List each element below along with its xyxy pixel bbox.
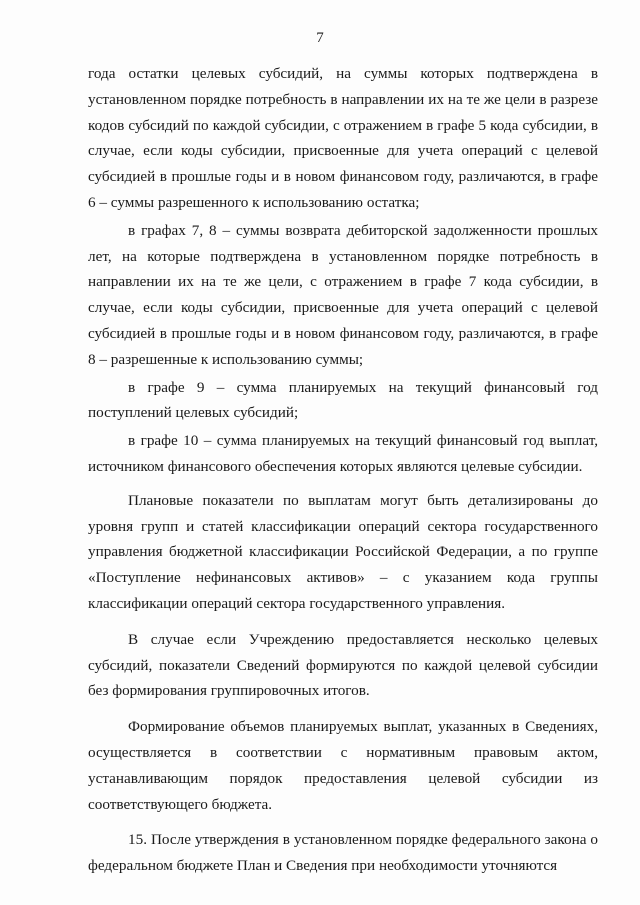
paragraph-remaining-subsidies: года остатки целевых субсидий, на суммы которых подтверждена в установленном порядке потребность в направлении их на те же цели в разрезе кодов субсидий по каждой субсидии, с отражением в графе 5 кода субсидии, в случае, если коды субсидии, присвоенные для учета операций с целевой субсидией в прошлые годы и в новом финансовом году, различаются, в графе 6 – суммы разрешенного к использованию остатка;	[88, 65, 598, 211]
page-number: 7	[316, 30, 324, 46]
paragraph-planned-indicators: Плановые показатели по выплатам могут быть детализированы до уровня групп и статей классификации операций сектора государственного управления бюджетной классификации Российской Федерации, а по группе «Поступление нефинансовых активов» – с указанием кода группы классификации операций сектора государственного управления.	[88, 491, 598, 612]
paragraph-planned-payments: Формирование объемов планируемых выплат, указанных в Сведениях, осуществляется в соответствии с нормативным правовым актом, устанавливающим порядок предоставления целевой субсидии из соответствующего бюджета.	[88, 718, 598, 813]
document-body	[88, 61, 598, 879]
paragraph-column-10: в графе 10 – сумма планируемых на текущий финансовый год выплат, источником финансового обеспечения которых являются целевые субсидии.	[88, 432, 598, 475]
paragraph-multiple-subsidies: В случае если Учреждению предоставляется несколько целевых субсидий, показатели Сведений формируются по каждой целевой субсидии без формирования группировочных итогов.	[88, 630, 598, 700]
paragraph-section-15: 15. После утверждения в установленном порядке федерального закона о федеральном бюджете План и Сведения при необходимости уточняются	[88, 831, 598, 875]
paragraph-columns-7-8: в графах 7, 8 – суммы возврата дебиторской задолженности прошлых лет, на которые подтверждена в установленном порядке потребность в направлении их на те же цели, с отражением в графе 7 кода субсидии, в случае, если коды субсидии, присвоенные для учета операций с целевой субсидией в прошлые годы и в новом финансовом году, различаются, в графе 8 – разрешенные к использованию суммы;	[88, 221, 598, 368]
paragraph-column-9: в графе 9 – сумма планируемых на текущий финансовый год поступлений целевых субсидий;	[88, 378, 598, 422]
